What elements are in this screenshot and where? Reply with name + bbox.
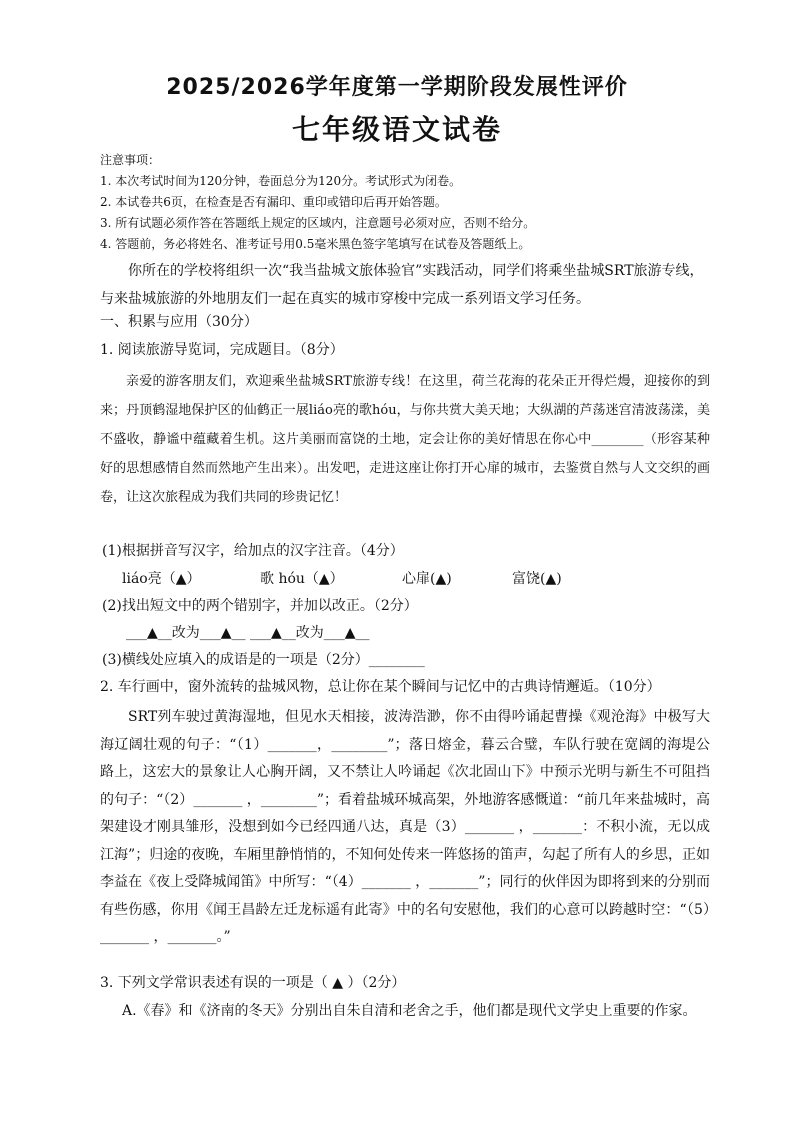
pinyin-item: 心扉(▲)	[402, 571, 452, 587]
note-item: 4. 答题前，务必将姓名、准考证号用0.5毫米黑色签字笔填写在试卷及答题纸上。	[100, 237, 531, 251]
sub-question-2: (2)找出短文中的两个错别字，并加以改正。（2分）	[102, 598, 418, 614]
question-2-text: SRT列车驶过黄海湿地，但见水天相接，波涛浩渺，你不由得吟诵起曹操《观沧海》中极写大海辽阔壮观的句子：“（1）_______，________”；落日熔金，暮云合璧，车队行驶在宽阔的海堤公路上，这宏大的景象让人心胸开阔，又不禁让人吟诵起《次北固山下》中预示光明与新生不可阻挡的句子：“（2）_______ ，________”；看着盐城环城高架，外地游客感慨道：“前几年来盐城时，高架建设才刚具雏形，没想到如今已经四通八达，真是（3）_______ ，_______：不积小流，无以成江海”；归途的夜晚，车厢里静悄悄的，不知何处传来一阵悠扬的笛声，勾起了所有人的乡思，正如李益在《夜上受降城闻笛》中所写：“（4）_______ ，_______”；同行的伙伴因为即将到来的分别而有些伤感，你用《闻王昌龄左迁龙标遥有此寄》中的名句安慰他，我们的心意可以跨越时空：“（5）_______ ，_______。”	[100, 709, 710, 945]
note-item: 3. 所有试题必须作答在答题纸上规定的区域内，注意题号必须对应，否则不给分。	[100, 216, 536, 230]
intro-paragraph: 你所在的学校将组织一次“我当盐城文旅体验官”实践活动，同学们将乘坐盐城SRT旅游专线，与来盐城旅游的外地朋友们一起在真实的城市穿梭中完成一系列语文学习任务。	[100, 263, 704, 307]
question-3-title: 3. 下列文学常识表述有误的一项是（ ▲ ）（2分）	[100, 975, 406, 991]
note-item: 1. 本次考试时间为120分钟，卷面总分为120分。考试形式为闭卷。	[100, 174, 462, 188]
exam-title: 2025/2026学年度第一学期阶段发展性评价	[166, 75, 628, 100]
question-1-title: 1. 阅读旅游导览词，完成题目。（8分）	[100, 342, 344, 358]
notes-heading: 注意事项：	[100, 153, 161, 167]
sub-question-1: (1)根据拼音写汉字，给加点的汉字注音。（4分）	[102, 543, 404, 559]
sub-question-3: (3)横线处应填入的成语是的一项是（2分）________	[102, 652, 425, 668]
question-2-title: 2. 车行画中，窗外流转的盐城风物，总让你在某个瞬间与记忆中的古典诗情邂逅。（10分）	[100, 679, 661, 695]
note-item: 2. 本试卷共6页，在检查是否有漏印、重印或错印后再开始答题。	[100, 195, 447, 209]
exam-subtitle: 七年级语文试卷	[291, 113, 502, 146]
guide-passage: 亲爱的游客朋友们，欢迎乘坐盐城SRT旅游专线！在这里，荷兰花海的花朵正开得烂熳，迎接你的到来；丹顶鹤湿地保护区的仙鹤正一展liáo亮的歌hóu，与你共赏大美天地；大纵湖的芦荡迷宫清波荡漾，美不盛收，静谧中蕴藏着生机。这片美丽而富饶的土地，定会让你的美好情思在你心中________（形容某种好的思想感情自然而然地产生出来）。出发吧，走进这座让你打开心扉的城市，去鉴赏自然与人文交织的画卷，让这次旅程成为我们共同的珍贵记忆！	[100, 374, 710, 505]
pinyin-item: liáo亮（▲）	[122, 571, 201, 587]
correction-line: ___▲__改为___▲__ ___▲__改为___▲__	[126, 625, 370, 641]
question-3-option-a: A.《春》和《济南的冬天》分别出自朱自清和老舍之手，他们都是现代文学史上重要的作家。	[122, 1003, 697, 1019]
pinyin-item: 歌 hóu（▲）	[260, 571, 344, 587]
notes-block	[100, 150, 700, 255]
pinyin-item: 富饶(▲)	[512, 571, 562, 587]
section-heading: 一、积累与应用（30分）	[100, 314, 258, 330]
